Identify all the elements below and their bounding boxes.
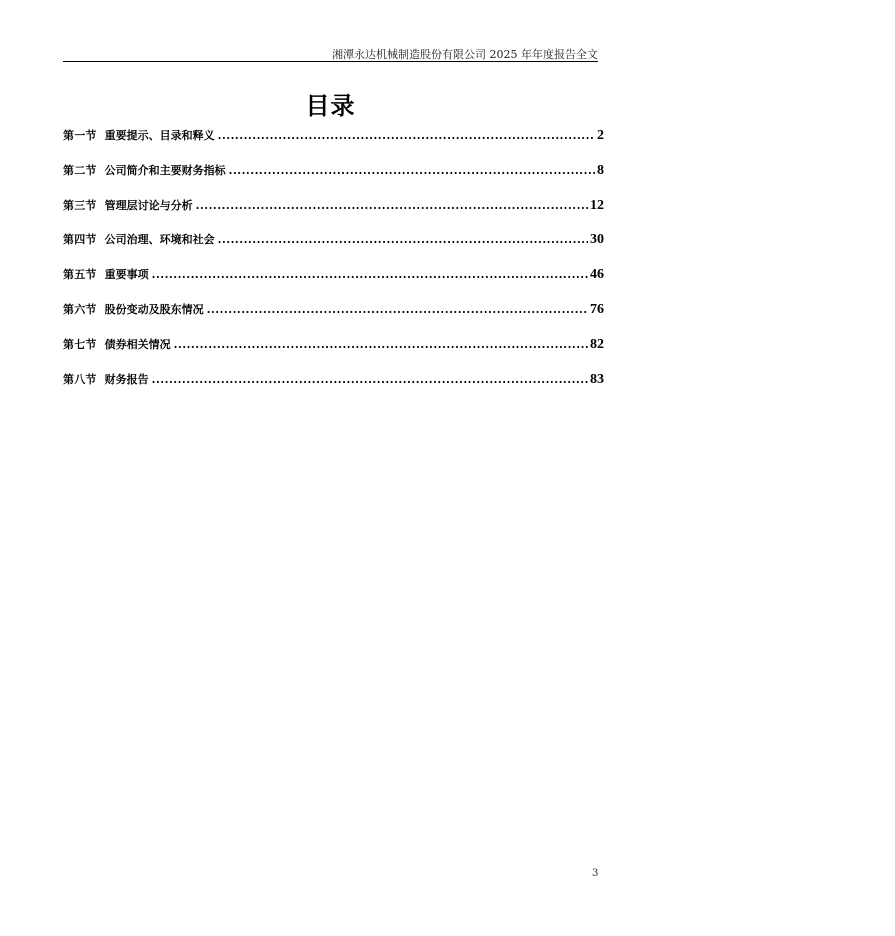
toc-page-number: 82	[590, 336, 604, 352]
toc-dot-leader	[174, 338, 588, 351]
toc-chapter-title: 管理层讨论与分析	[104, 198, 193, 212]
toc-entry[interactable]	[63, 371, 604, 406]
toc-entry[interactable]	[63, 266, 604, 301]
toc-list	[63, 127, 604, 405]
toc-page-number: 2	[597, 128, 604, 143]
toc-page-number: 83	[590, 371, 604, 387]
toc-entry[interactable]	[63, 197, 604, 232]
page-number: 3	[592, 868, 599, 879]
toc-chapter-title: 公司治理、环境和社会	[104, 233, 215, 247]
toc-section-number: 第三节	[63, 198, 97, 212]
toc-section-number: 第六节	[63, 302, 97, 316]
toc-page-number: 30	[590, 232, 604, 248]
toc-dot-leader	[196, 199, 588, 212]
toc-section-number: 第八节	[63, 372, 97, 386]
running-header: 湘潭永达机械制造股份有限公司 2025 年年度报告全文	[332, 48, 598, 61]
toc-chapter-title: 公司简介和主要财务指标	[104, 163, 226, 177]
toc-page-number: 12	[590, 197, 604, 213]
toc-entry[interactable]	[63, 231, 604, 266]
toc-page-number: 46	[590, 267, 604, 283]
toc-chapter-title: 股份变动及股东情况	[104, 302, 204, 316]
toc-entry[interactable]	[63, 336, 604, 371]
toc-section-number: 第七节	[63, 337, 97, 351]
toc-dot-leader	[207, 303, 588, 316]
toc-chapter-title: 重要提示、目录和释义	[104, 129, 215, 142]
toc-title: 目录	[305, 92, 356, 120]
toc-section-number: 第四节	[63, 233, 97, 247]
toc-chapter-title: 财务报告	[104, 372, 149, 386]
toc-chapter-title: 债券相关情况	[104, 337, 171, 351]
toc-entry[interactable]	[63, 127, 604, 162]
toc-entry[interactable]	[63, 301, 604, 336]
toc-dot-leader	[218, 129, 595, 142]
toc-section-number: 第二节	[63, 163, 97, 177]
toc-dot-leader	[152, 268, 588, 281]
toc-chapter-title: 重要事项	[104, 268, 149, 282]
toc-entry[interactable]	[63, 162, 604, 197]
toc-dot-leader	[152, 373, 588, 386]
toc-page-number: 76	[590, 301, 604, 317]
toc-dot-leader	[218, 233, 588, 246]
header-divider	[63, 61, 598, 62]
toc-section-number: 第五节	[63, 268, 97, 282]
toc-section-number: 第一节	[63, 129, 97, 142]
toc-page-number: 8	[597, 162, 604, 178]
toc-dot-leader	[229, 164, 595, 177]
